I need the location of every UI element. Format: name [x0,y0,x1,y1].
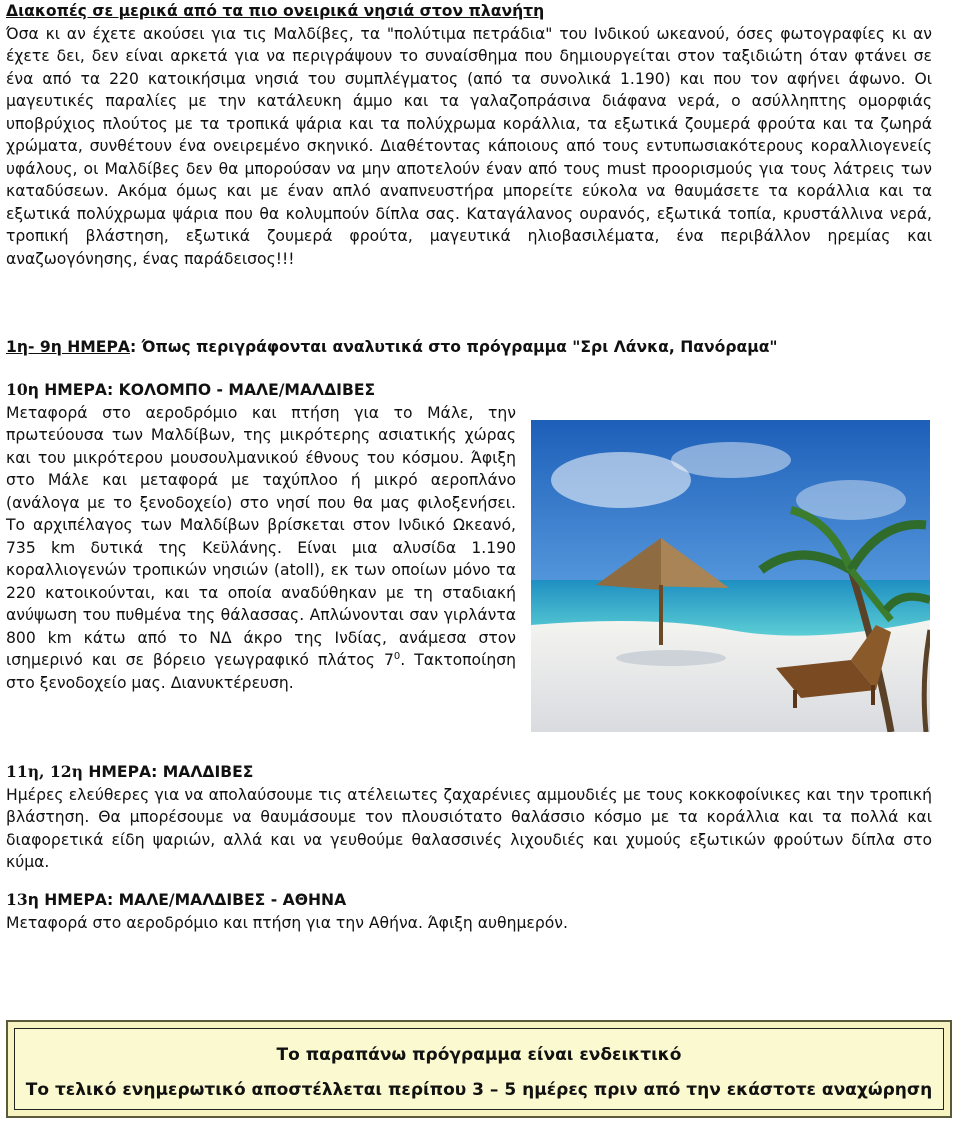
day-13-heading: 13η ΗΜΕΡΑ: ΜΑΛΕ/ΜΑΛΔΙΒΕΣ - ΑΘΗΝΑ [6,890,347,909]
days-1-9-text: : Όπως περιγράφονται αναλυτικά στο πρόγραμμα "Σρι Λάνκα, Πανόραμα" [129,338,778,356]
notice-line-1: Το παραπάνω πρόγραμμα είναι ενδεικτικό [276,1045,682,1065]
days-1-9-section [6,336,932,359]
day-13-body: Μεταφορά στο αεροδρόμιο και πτήση για την Αθήνα. Άφιξη αυθημερόν. [6,913,568,932]
degree-superscript: 0 [393,650,401,662]
beach-photo-image [531,420,930,732]
intro-section [6,0,932,270]
day-13-section [6,889,932,934]
day-10-body: Μεταφορά στο αεροδρόμιο και πτήση για το Μάλε, την πρωτεύουσα των Μαλδίβων, της μικρότερης ασιατικής χώρας και του μικρότερου μουσουλμανικού έθνους του κόσμου. Άφιξη στο Μάλε και μεταφορά με ταχύπλοο ή μικρό αεροπλάνο (ανάλογα με το ξενοδοχείο) στο νησί που θα μας φιλοξενήσει. Το αρχιπέλαγος των Μαλδίβων βρίσκεται στον Ινδικό Ωκεανό, 735 km δυτικά της Κεϋλάνης. Είναι μια αλυσίδα 1.190 κοραλλιογενών τροπικών νησιών (atoll), εκ των οποίων μόνο τα 220 κατοικούνται, και τα οποία αναδύθηκαν με τη σταδιακή ανύψωση του πυθμένα της θάλασσας. Απλώνονται σαν γιρλάντα 800 km κάτω από το ΝΔ άκρο της Ινδίας, ανάμεσα στον ισημερινό και σε βόρειο γεωγραφικό πλάτος $7^0$. Τακτοποίηση στο ξενοδοχείο μας. Διανυκτέρευση. [6,403,516,692]
day-10-heading: 10η ΗΜΕΡΑ: ΚΟΛΟΜΠΟ - ΜΑΛΕ/ΜΑΛΔΙΒΕΣ [6,380,376,399]
days-11-12-body: Ημέρες ελεύθερες για να απολαύσουμε τις ατέλειωτες ζαχαρένιες αμμουδιές με τους κοκκοφοίνικες και την τροπική βλάστηση. Θα μπορέσουμε να θαυμάσουμε τον πλουσιότατο θαλάσσιο κόσμο με τα κοράλλια και τα πολλά και διαφορετικά είδη ψαριών, αλλά και να γευθούμε θαλασσινές λιχουδιές και χυμούς εξωτικών φρούτων δίπλα στο κύμα. [6,785,932,871]
intro-title: Διακοπές σε μερικά από τα πιο ονειρικά νησιά στον πλανήτη [6,2,545,20]
notice-inner-frame [14,1028,944,1110]
notice-line-2: Το τελικό ενημερωτικό αποστέλλεται περίπου 3 – 5 ημέρες πριν από την εκάστοτε αναχώρηση [25,1080,933,1100]
days-11-12-heading: 11η, 12η ΗΜΕΡΑ: ΜΑΛΔΙΒΕΣ [6,762,254,781]
beach-photo [531,420,930,732]
notice-box [6,1020,952,1118]
intro-paragraph: Όσα κι αν έχετε ακούσει για τις Μαλδίβες, τα "πολύτιμα πετράδια" του Ινδικού ωκεανού, όσες φωτογραφίες κι αν έχετε δει, δεν είναι αρκετά για να περιγράψουν το συναίσθημα που δημιουργείται στον ταξιδιώτη όταν φτάνει σε ένα από τα 220 κατοικήσιμα νησιά του συμπλέγματος (από τα συνολικά 1.190) και που τον αφήνει άφωνο. Οι μαγευτικές παραλίες με την κατάλευκη άμμο και τα γαλαζοπράσινα διάφανα νερά, ο ασύλληπτης ομορφιάς υποβρύχιος πλούτος με τα τροπικά ψάρια και τα πολύχρωμα κοράλλια, τα εξωτικά ζουμερά φρούτα και τα ζωηρά χρώματα, συνθέτουν ένα ονειρεμένο σκηνικό. Διαθέτοντας κάποιους από τους εντυπωσιακότερους κοραλλιογενείς υφάλους, οι Μαλδίβες δεν θα μπορούσαν να μην αποτελούν έναν από τους must προορισμούς για τους λάτρεις των καταδύσεων. Ακόμα όμως και με έναν απλό αναπνευστήρα μπορείτε εύκολα να θαυμάσετε τα κοράλλια και τα εξωτικά πολύχρωμα ψάρια που θα κολυμπούν δίπλα σας. Καταγάλανος ουρανός, εξωτικά τοπία, κρυστάλλινα νερά, τροπική βλάστηση, εξωτικά ζουμερά φρούτα, μαγευτικά ηλιοβασιλέματα, ένα περιβάλλον ηρεμίας και αναζωογόνησης, ένας παράδεισος!!! [6,24,932,268]
days-1-9-label: 1η- 9η ΗΜΕΡΑ [6,338,130,356]
days-11-12-section [6,761,932,874]
